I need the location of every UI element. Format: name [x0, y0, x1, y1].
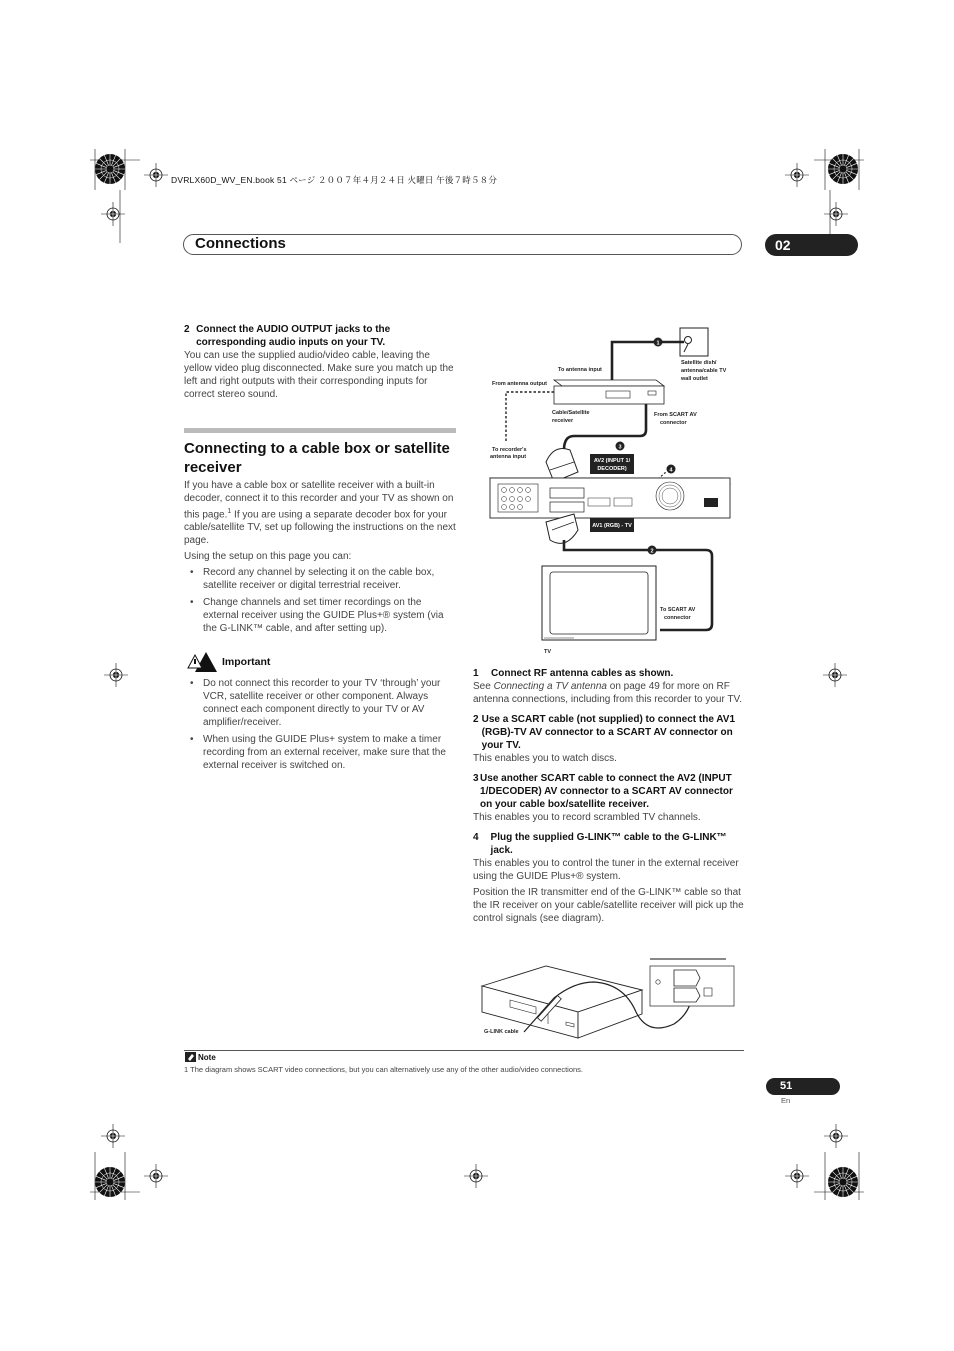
footnote-text: 1 The diagram shows SCART video connections, but you can alternatively use any of the other audio/video connections.: [184, 1065, 583, 1074]
antenna-cable: [612, 342, 684, 380]
list-item: • Do not connect this recorder to your TV ‘through’ your VCR, satellite receiver or other component. Always connect each component directly to your TV or AV amplifier/receiver.: [184, 677, 456, 729]
marker-1-text: 1: [656, 340, 660, 347]
feature-list: [184, 566, 456, 635]
marker-2-text: 2: [650, 548, 654, 555]
label-to-antenna-input: To antenna input: [558, 367, 602, 373]
label-cable-sat-2: receiver: [552, 418, 574, 424]
label-satellite-1: Satellite dish/: [681, 360, 717, 366]
intro-paragraph: If you have a cable box or satellite receiver with a built-in decoder, connect it to this recorder and your TV as shown on this page.$^1$ If you are using a separate decoder box for your cable/satellite TV, set up following the instructions on the next page.: [184, 480, 456, 547]
note-heading: Note: [185, 1052, 216, 1062]
label-cable-sat-1: Cable/Satellite: [552, 410, 590, 416]
section-title: Connections: [195, 235, 286, 252]
label-av2-1: AV2 (INPUT 1/: [593, 458, 631, 464]
cable-receiver-illustration: [482, 966, 642, 1038]
list-item: • Change channels and set timer recordings on the external receiver using the GUIDE Plus+® system (via the G-LINK™ cable, and after setting up).: [184, 596, 456, 635]
footnote-ref: 1: [227, 508, 232, 515]
step-4-heading: 4 Plug the supplied G-LINK™ cable to the G-LINK™ jack.: [473, 832, 727, 856]
marker-3-text: 3: [618, 444, 622, 451]
step-3-body: This enables you to record scrambled TV channels.: [473, 812, 701, 823]
step-2-heading: 2 Use a SCART cable (not supplied) to connect the AV1 (RGB)-TV AV connector to a SCART AV connector on your TV.: [473, 714, 736, 751]
left-column: [184, 323, 456, 772]
label-from-scart-2: connector: [660, 420, 687, 426]
step-1-heading: 1 Connect RF antenna cables as shown.: [473, 668, 674, 679]
tv-set: [542, 566, 656, 640]
right-column: [473, 667, 745, 925]
using-setup-text: Using the setup on this page you can:: [184, 551, 352, 563]
recorder-rear-detail: [650, 958, 734, 1006]
section-heading: Connecting to a cable box or satellite receiver: [184, 440, 450, 476]
important-icon: [184, 651, 218, 673]
list-item: • When using the GUIDE Plus+ system to make a timer recording from an external receiver, make sure that the external receiver is switched on.: [184, 733, 456, 772]
label-from-antenna-output: From antenna output: [492, 381, 547, 387]
important-heading: Important: [184, 651, 456, 673]
step-1-body: See Connecting a TV antenna on page 49 for more on RF antenna connections, including from this recorder to your TV.: [473, 681, 743, 705]
glink-diagram: [474, 952, 746, 1044]
label-satellite-3: wall outlet: [681, 376, 708, 382]
important-list: [184, 677, 456, 772]
label-tv: TV: [544, 649, 552, 655]
label-av2-2: DECODER): [597, 466, 627, 472]
connection-diagram: [484, 322, 746, 660]
note-rule: [184, 1050, 744, 1051]
label-to-scart-2: connector: [664, 615, 691, 621]
print-header: DVRLX60D_WV_EN.book 51 ページ ２００７年４月２４日 火曜日 午後７時５８分: [171, 175, 498, 185]
step-4-body: This enables you to control the tuner in the external receiver using the GUIDE Plus+® system.: [473, 858, 739, 882]
cross-reference: Connecting a TV antenna: [493, 681, 607, 692]
cable-satellite-receiver: [554, 380, 664, 404]
label-glink-cable: G-LINK cable: [484, 1029, 519, 1035]
note-icon: [185, 1052, 196, 1062]
label-recorders-2: antenna input: [490, 454, 527, 460]
step-2-body: This enables you to watch discs.: [473, 753, 617, 764]
step-2-audio-heading: 2 Connect the AUDIO OUTPUT jacks to the corresponding audio inputs on your TV.: [184, 324, 391, 348]
label-to-scart-1: To SCART AV: [660, 607, 696, 613]
step-4-body-2: Position the IR transmitter end of the G-LINK™ cable so that the IR receiver on your cable/satellite receiver will pick up the control signals (see diagram).: [473, 887, 744, 924]
page-number: 51: [766, 1078, 840, 1095]
page-language: En: [781, 1096, 791, 1105]
recorder-rear-panel: [490, 478, 730, 518]
label-recorders-1: To recorder's: [492, 447, 527, 453]
chapter-number: 02: [765, 234, 858, 256]
label-satellite-2: antenna/cable TV: [681, 368, 727, 374]
antenna-to-recorder-cable: [506, 392, 554, 442]
section-divider: [184, 428, 456, 433]
step-2-audio-body: You can use the supplied audio/video cable, leaving the yellow video plug disconnected. Make sure you match up the left and right outputs with their corresponding inputs for correct stereo sound.: [184, 350, 454, 400]
list-item: • Record any channel by selecting it on the cable box, satellite receiver or digital terrestrial receiver.: [184, 566, 456, 592]
marker-4-text: 4: [669, 467, 673, 474]
label-from-scart-1: From SCART AV: [654, 412, 697, 418]
scart-plug-av2: [546, 449, 578, 483]
label-av1: AV1 (RGB) - TV: [592, 523, 632, 529]
step-3-heading: 3 Use another SCART cable to connect the AV2 (INPUT 1/DECODER) AV connector to a SCART AV connector on your cable box/satellite receiver.: [473, 773, 733, 810]
